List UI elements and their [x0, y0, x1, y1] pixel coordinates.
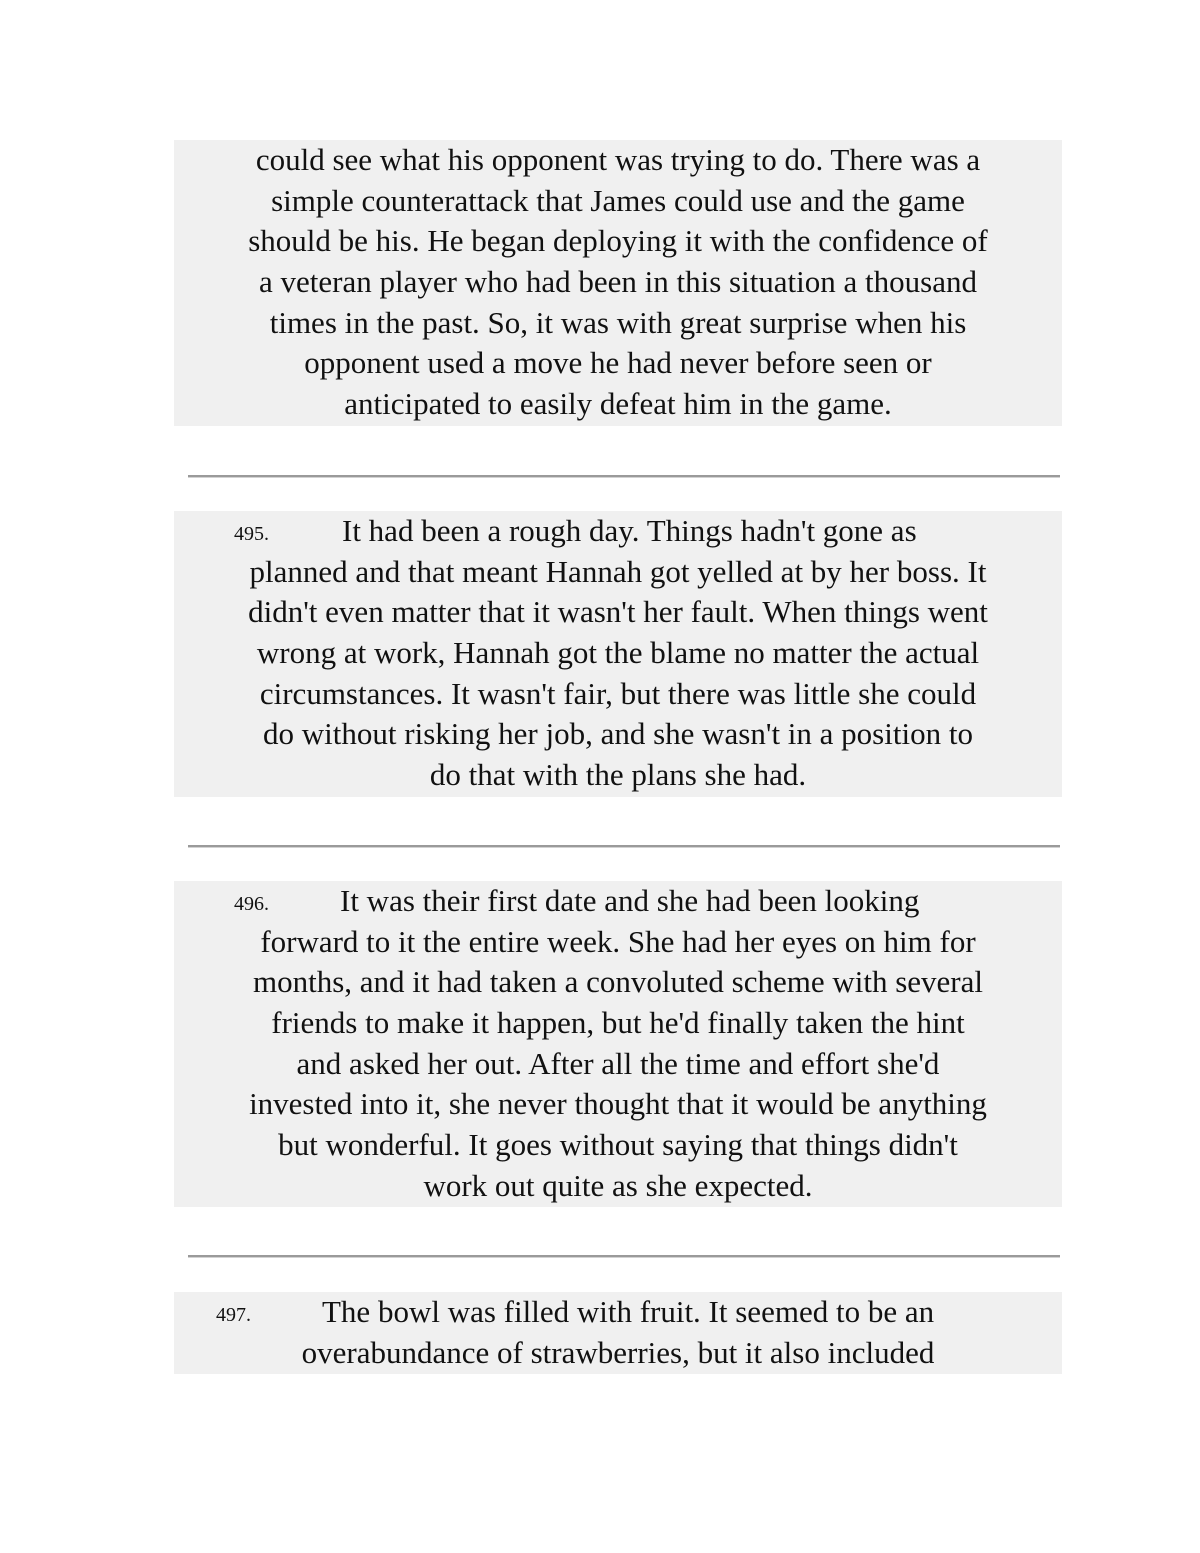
passage-line: circumstances. It wasn't fair, but there was little she could	[259, 675, 977, 711]
divider-rule	[188, 845, 1060, 848]
passage-line: opponent used a move he had never before seen or	[304, 345, 932, 381]
passage-line: wrong at work, Hannah got the blame no matter the actual	[256, 635, 980, 671]
passage-number: 495.	[234, 523, 269, 545]
passage-line: should be his. He began deploying it with the confidence of	[248, 223, 988, 259]
passage-line: do that with the plans she had.	[429, 757, 807, 793]
passage-line: could see what his opponent was trying to do. There was a	[255, 142, 981, 177]
passage-line: didn't even matter that it wasn't her fault. When things went	[248, 594, 988, 630]
passage-block	[174, 881, 1062, 1207]
passage-line: It was their first date and she had been looking	[340, 883, 920, 918]
passage-line: simple counterattack that James could use and the game	[271, 182, 965, 218]
passage-block	[174, 140, 1062, 426]
passage-line: The bowl was filled with fruit. It seemed to be an	[322, 1294, 935, 1329]
passage-line: times in the past. So, it was with great surprise when his	[269, 304, 967, 340]
passage-block	[174, 1292, 1062, 1374]
passage-line: months, and it had taken a convoluted scheme with several	[252, 964, 983, 1000]
passage-first-line	[174, 1292, 1062, 1333]
passage-line: and asked her out. After all the time and effort she'd	[296, 1045, 940, 1081]
passage-line: work out quite as she expected.	[423, 1167, 813, 1203]
passage-line: a veteran player who had been in this situation a thousand	[259, 264, 977, 300]
passage-block	[174, 511, 1062, 797]
passage-line: It had been a rough day. Things hadn't gone as	[342, 513, 917, 548]
divider-rule	[188, 475, 1060, 478]
passage-line: overabundance of strawberries, but it also included	[301, 1334, 935, 1370]
passage-line: invested into it, she never thought that it would be anything	[249, 1086, 987, 1122]
passage-first-line	[174, 881, 1062, 922]
passage-first-line	[174, 511, 1062, 552]
passage-line: planned and that meant Hannah got yelled at by her boss. It	[249, 553, 987, 589]
passage-line: anticipated to easily defeat him in the game.	[344, 386, 892, 422]
passage-line: do without risking her job, and she wasn't in a position to	[263, 716, 973, 752]
passage-number: 497.	[216, 1304, 251, 1326]
passage-line: forward to it the entire week. She had her eyes on him for	[260, 923, 976, 959]
passage-line: but wonderful. It goes without saying that things didn't	[278, 1127, 958, 1163]
passage-number: 496.	[234, 893, 269, 915]
passage-line: friends to make it happen, but he'd finally taken the hint	[271, 1005, 965, 1041]
divider-rule	[188, 1255, 1060, 1258]
